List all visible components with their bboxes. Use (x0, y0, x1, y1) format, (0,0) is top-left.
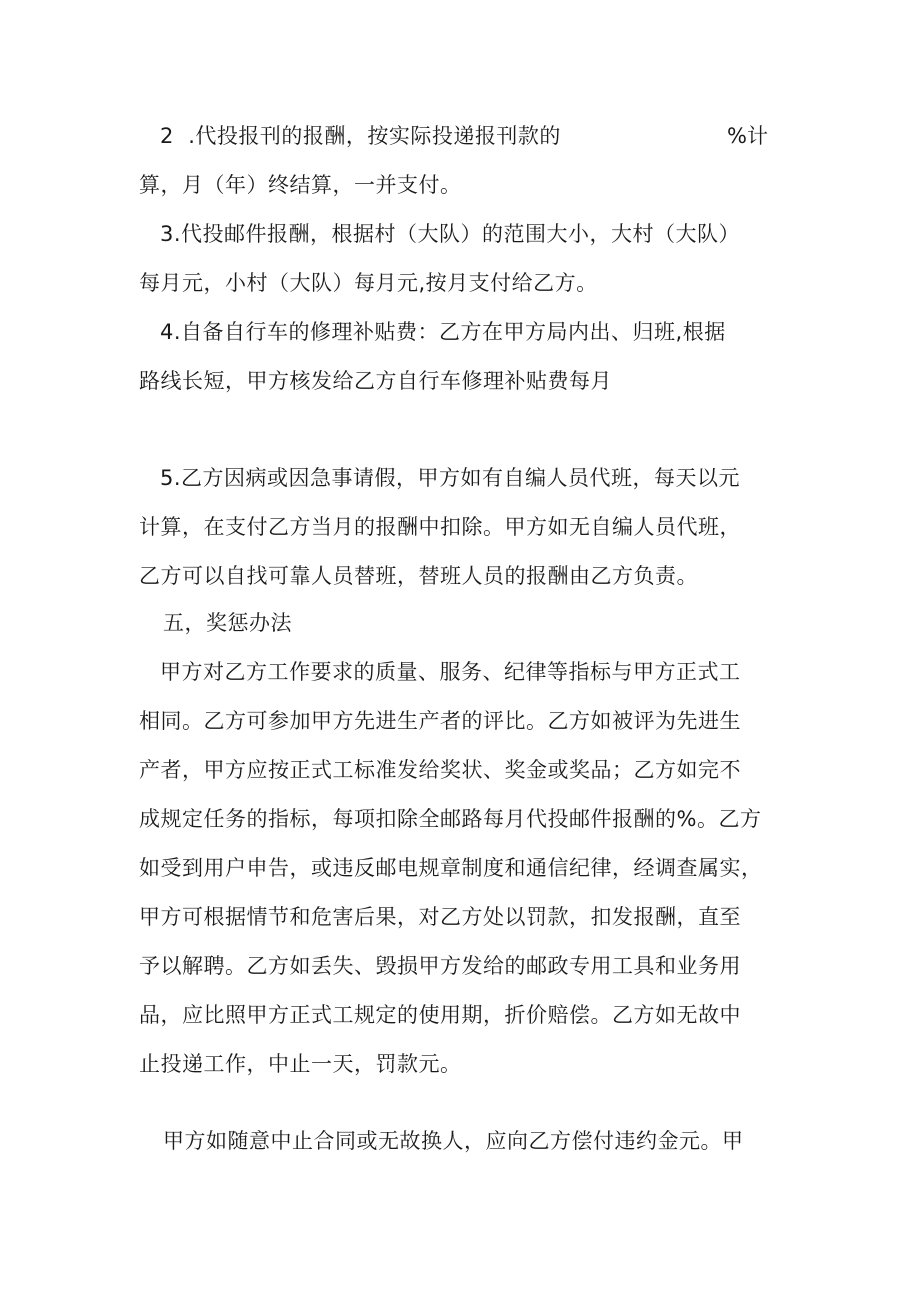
text-line: 成规定任务的指标，每项扣除全邮路每月代投邮件报酬的%。乙方 (139, 807, 762, 831)
text-line: 相同。乙方可参加甲方先进生产者的评比。乙方如被评为先进生 (139, 709, 741, 733)
text-line: 止投递工作，中止一天，罚款元。 (139, 1052, 462, 1076)
text-line: 予以解聘。乙方如丢失、毁损甲方发给的邮政专用工具和业务用 (139, 954, 741, 978)
text-line: 甲方对乙方工作要求的质量、服务、纪律等指标与甲方正式工 (160, 660, 741, 684)
text-line: 路线长短，甲方核发给乙方自行车修理补贴费每月 (139, 369, 612, 393)
text-line: 2 .代投报刊的报酬，按实际投递报刊款的 (160, 124, 561, 148)
text-line: 甲方如随意中止合同或无故换人，应向乙方偿付违约金元。甲 (163, 1129, 744, 1153)
text-line: 产者，甲方应按正式工标准发给奖状、奖金或奖品；乙方如完不 (139, 758, 741, 782)
section-heading: 五，奖惩办法 (163, 611, 292, 635)
text-line: 品，应比照甲方正式工规定的使用期，折价赔偿。乙方如无故中 (139, 1003, 741, 1027)
text-line-fragment: %计 (727, 124, 768, 148)
text-line: 4.自备自行车的修理补贴费：乙方在甲方局内出、归班,根据 (160, 320, 726, 344)
text-line: 每月元，小村（大队）每月元,按月支付给乙方。 (139, 271, 598, 295)
text-line: 甲方可根据情节和危害后果，对乙方处以罚款，扣发报酬，直至 (139, 905, 741, 929)
text-line: 3.代投邮件报酬，根据村（大队）的范围大小，大村（大队） (160, 222, 741, 246)
text-line: 乙方可以自找可靠人员替班，替班人员的报酬由乙方负责。 (139, 564, 698, 588)
text-line: 算，月（年）终结算，一并支付。 (139, 173, 462, 197)
text-line: 计算，在支付乙方当月的报酬中扣除。甲方如无自编人员代班， (139, 515, 741, 539)
text-line: 如受到用户申告，或违反邮电规章制度和通信纪律，经调查属实， (139, 856, 763, 880)
text-line: 5.乙方因病或因急事请假，甲方如有自编人员代班，每天以元 (160, 466, 741, 490)
